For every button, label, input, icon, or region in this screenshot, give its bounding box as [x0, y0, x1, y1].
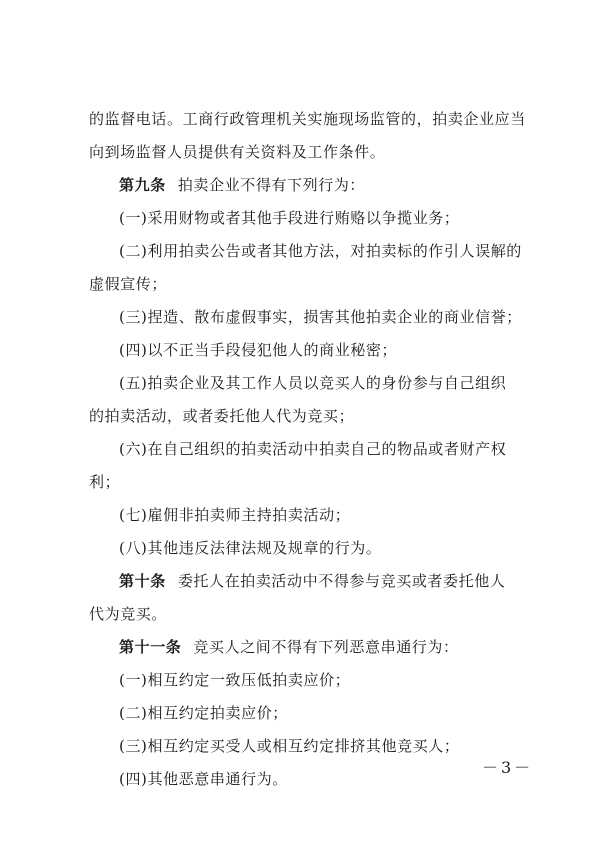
body-text-line: 的监督电话。工商行政管理机关实施现场监管的，拍卖企业应当: [89, 110, 526, 128]
list-item: (六)在自己组织的拍卖活动中拍卖自己的物品或者财产权: [119, 440, 507, 458]
page-number: －3－: [482, 758, 534, 777]
article-text: 委托人在拍卖活动中不得参与竞买或者委托他人: [177, 572, 506, 590]
list-item: (四)其他恶意串通行为。: [119, 770, 288, 788]
article-heading: 第十一条: [119, 638, 182, 656]
list-item: (二)利用拍卖公告或者其他方法，对拍卖标的作引人误解的: [119, 242, 522, 260]
article-text: 拍卖企业不得有下列行为：: [177, 176, 366, 194]
body-text-line: 代为竞买。: [89, 605, 168, 623]
list-item: (七)雇佣非拍卖师主持拍卖活动；: [119, 506, 351, 524]
list-item: (四)以不正当手段侵犯他人的商业秘密；: [119, 341, 398, 359]
list-item: (二)相互约定拍卖应价；: [119, 704, 288, 722]
article-heading: 第十条: [119, 572, 166, 590]
article-9-line: [119, 174, 365, 196]
article-11-line: [119, 636, 459, 658]
article-10-line: [119, 570, 505, 592]
list-item: (八)其他违反法律法规及规章的行为。: [119, 539, 382, 557]
list-item: (三)相互约定买受人或相互约定排挤其他竞买人；: [119, 737, 460, 755]
list-item: (一)相互约定一致压低拍卖应价；: [119, 671, 351, 689]
list-item: (五)拍卖企业及其工作人员以竞买人的身份参与自己组织: [119, 374, 507, 392]
list-item: (一)采用财物或者其他手段进行贿赂以争揽业务；: [119, 209, 460, 227]
article-heading: 第九条: [119, 176, 166, 194]
body-text-line: 的拍卖活动，或者委托他人代为竞买；: [89, 407, 355, 425]
article-text: 竞买人之间不得有下列恶意串通行为：: [193, 638, 459, 656]
list-item: (三)捏造、散布虚假事实，损害其他拍卖企业的商业信誉；: [119, 308, 522, 326]
body-text-line: 向到场监督人员提供有关资料及工作条件。: [89, 143, 386, 161]
body-text-line: 虚假宣传；: [89, 275, 168, 293]
body-text-line: 利；: [89, 473, 121, 491]
